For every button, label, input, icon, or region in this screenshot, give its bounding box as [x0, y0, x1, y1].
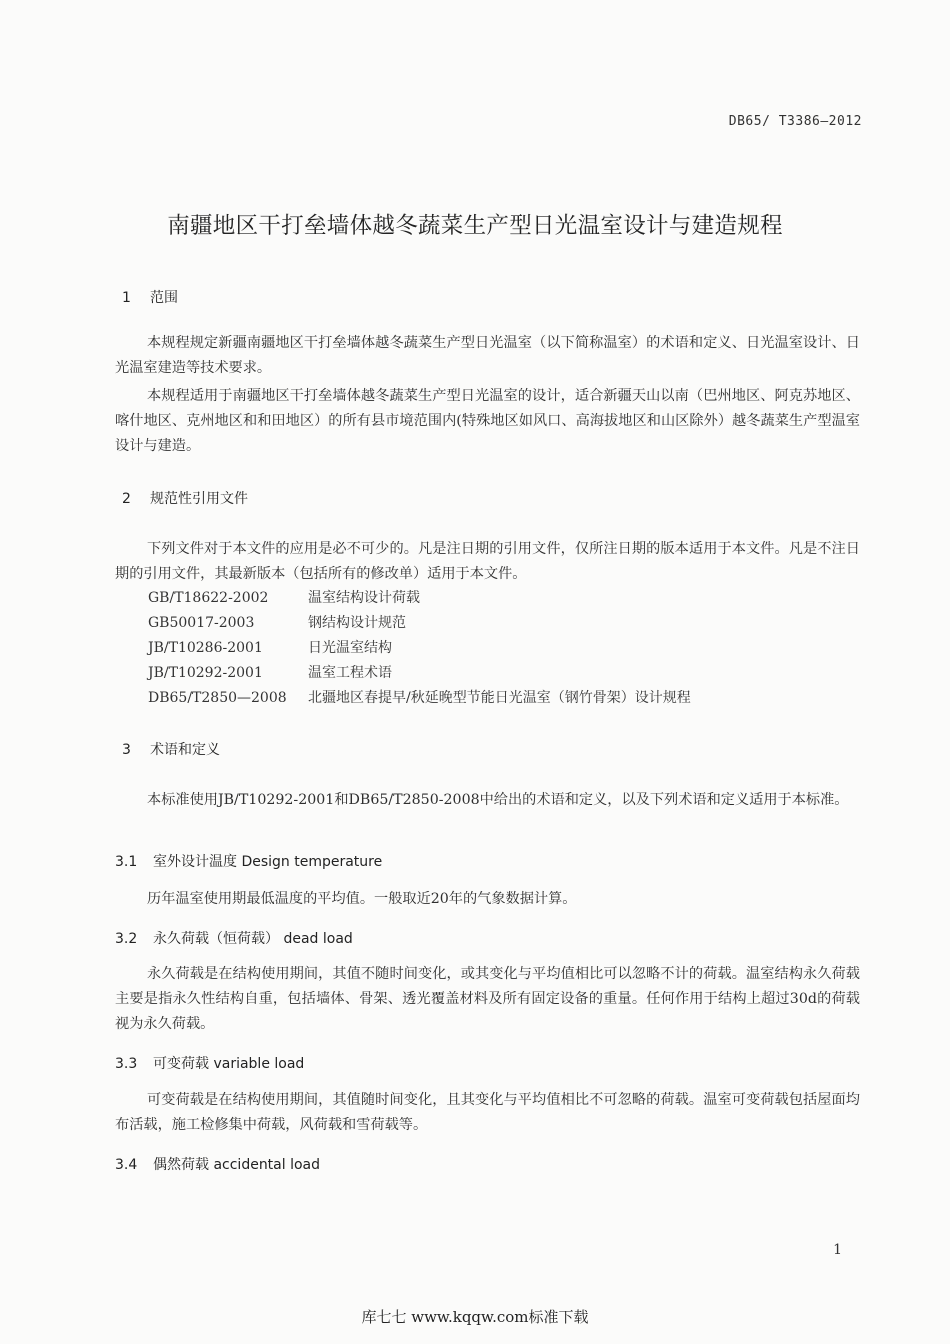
- reference-code: JB/T10292-2001: [148, 665, 263, 681]
- reference-name: 日光温室结构: [308, 640, 392, 656]
- term-label: 室外设计温度 Design temperature: [153, 854, 383, 870]
- section-title: 术语和定义: [150, 742, 220, 758]
- term-number: 3.4: [115, 1157, 138, 1173]
- section-number: 1: [122, 290, 131, 306]
- term-3-3-heading: [115, 1053, 304, 1073]
- term-number: 3.1: [115, 854, 138, 870]
- term-3-2-definition: 永久荷载是在结构使用期间，其值不随时间变化，或其变化与平均值相比可以忽略不计的荷载。温室结构永久荷载主要是指永久性结构自重，包括墙体、骨架、透光覆盖材料及所有固定设备的重量。任何作用于结构上超过30d的荷载视为永久荷载。: [115, 966, 860, 1032]
- section-1-heading: [122, 287, 178, 307]
- section-3-paragraph: 本标准使用JB/T10292-2001和DB65/T2850-2008中给出的术语和定义，以及下列术语和定义适用于本标准。: [147, 792, 849, 808]
- section-3-heading: [122, 739, 220, 759]
- section-number: 3: [122, 742, 131, 758]
- reference-name: 钢结构设计规范: [308, 615, 406, 631]
- term-3-4-heading: [115, 1154, 320, 1174]
- term-label: 永久荷载（恒荷载） dead load: [153, 931, 353, 947]
- section-title: 规范性引用文件: [150, 491, 248, 507]
- page-number: 1: [833, 1242, 842, 1258]
- section-2-heading: [122, 488, 248, 508]
- term-3-2-heading: [115, 928, 353, 948]
- reference-name: 温室工程术语: [308, 665, 392, 681]
- section-2-paragraph: 下列文件对于本文件的应用是必不可少的。凡是注日期的引用文件，仅所注日期的版本适用于本文件。凡是不注日期的引用文件，其最新版本（包括所有的修改单）适用于本文件。: [115, 541, 860, 582]
- reference-row: [148, 637, 392, 657]
- reference-row: [148, 687, 691, 707]
- term-label: 偶然荷载 accidental load: [153, 1157, 321, 1173]
- term-number: 3.3: [115, 1056, 138, 1072]
- section-1-paragraph-1: 本规程规定新疆南疆地区干打垒墙体越冬蔬菜生产型日光温室（以下简称温室）的术语和定义、日光温室设计、日光温室建造等技术要求。: [115, 335, 860, 376]
- reference-name: 温室结构设计荷载: [308, 590, 420, 606]
- reference-row: [148, 662, 392, 682]
- reference-code: GB/T18622-2002: [148, 590, 269, 606]
- term-3-1-definition: 历年温室使用期最低温度的平均值。一般取近20年的气象数据计算。: [147, 891, 577, 907]
- reference-code: GB50017-2003: [148, 615, 255, 631]
- term-number: 3.2: [115, 931, 138, 947]
- section-1-paragraph-2: 本规程适用于南疆地区干打垒墙体越冬蔬菜生产型日光温室的设计，适合新疆天山以南（巴州地区、阿克苏地区、喀什地区、克州地区和和田地区）的所有县市境范围内(特殊地区如风口、高海拔地区和山区除外）越冬蔬菜生产型温室设计与建造。: [115, 388, 860, 454]
- reference-code: DB65/T2850—2008: [148, 690, 287, 706]
- section-title: 范围: [150, 290, 178, 306]
- reference-code: JB/T10286-2001: [148, 640, 263, 656]
- document-title: 南疆地区干打垒墙体越冬蔬菜生产型日光温室设计与建造规程: [167, 213, 783, 239]
- section-number: 2: [122, 491, 131, 507]
- term-3-1-heading: [115, 851, 382, 871]
- reference-row: [148, 587, 420, 607]
- reference-row: [148, 612, 406, 632]
- footer-watermark-text: 库七七 www.kqqw.com标准下载: [361, 1308, 589, 1326]
- term-3-3-definition: 可变荷载是在结构使用期间，其值随时间变化，且其变化与平均值相比不可忽略的荷载。温室可变荷载包括屋面均布活载，施工检修集中荷载，风荷载和雪荷载等。: [115, 1092, 860, 1133]
- reference-name: 北疆地区春提早/秋延晚型节能日光温室（钢竹骨架）设计规程: [308, 690, 691, 706]
- term-label: 可变荷载 variable load: [153, 1056, 305, 1072]
- standard-code: DB65/ T3386—2012: [728, 114, 862, 129]
